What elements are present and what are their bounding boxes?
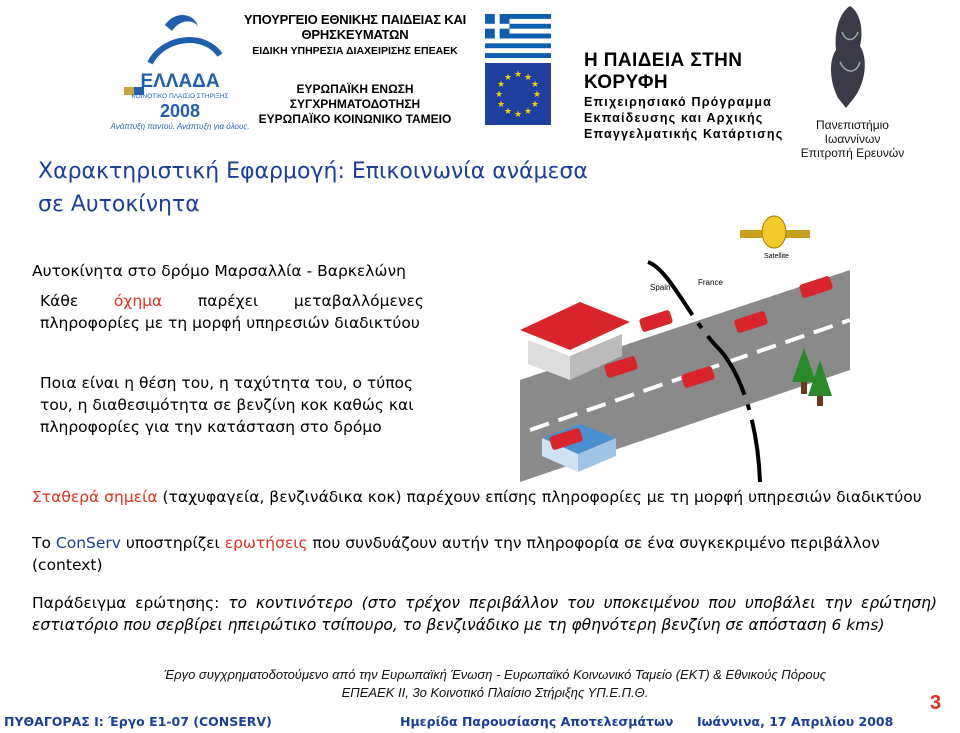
ellada-2008-logo (110, 5, 250, 130)
svg-text:★: ★ (494, 90, 504, 100)
example-paragraph (32, 592, 937, 636)
cofunding-line2: ΕΠΕΑΕΚ ΙΙ, 3ο Κοινοτικό Πλαίσιο Στήριξης ΥΠ.Ε.Π.Θ. (341, 685, 649, 700)
ellada-slogan: Ανάπτυξη παντού. Ανάπτυξη για όλους. (110, 122, 250, 130)
example-label: Παράδειγμα ερώτησης: (32, 594, 229, 612)
footer-project: ΠΥΘΑΓΟΡΑΣ Ι: Έργο Ε1-07 (CONSERV) (4, 714, 272, 729)
paideia-sub2: Εκπαίδευσης και Αρχικής (584, 111, 764, 125)
paideia-logo (584, 50, 794, 142)
university-name (790, 118, 915, 160)
svg-text:★: ★ (503, 107, 513, 117)
cofunding-note (150, 666, 840, 702)
example-text: το κοντινότερο (στο τρέχον περιβάλλον του υποκειμένου που υποβάλει την ερώτηση) εστιατόριο που σερβίρει ηπειρώτικο τσίπουρο, το βενζινάδικο με τη φθηνότερη βενζίνη σε απόσταση 6 kms) (32, 594, 937, 634)
vehicle-term: όχημα (113, 292, 163, 310)
fixed-points-paragraph (32, 486, 932, 508)
cofunding-line1: Έργο συγχρηματοδοτούμενο από την Ευρωπαϊκή Ένωση - Ευρωπαϊκό Κοινωνικό Ταμείο (ΕΚΤ) & Εθνικούς Πόρους (163, 667, 827, 682)
title-line1: Χαρακτηριστική Εφαρμογή: Επικοινωνία ανάμεσα (38, 159, 588, 184)
ministry-line2: ΕΙΔΙΚΗ ΥΠΗΡΕΣΙΑ ΔΙΑΧΕΙΡΙΣΗΣ ΕΠΕΑΕΚ (252, 45, 458, 57)
ellada-committee: ΚΟΙΝΟΤΙΚΟ ΠΛΑΙΣΙΟ ΣΤΗΡΙΞΗΣ (131, 93, 229, 100)
svg-text:★: ★ (513, 70, 523, 80)
car-icon (639, 309, 674, 332)
conserv-c: που συνδυάζουν αυτήν την πληροφορία σε ένα συγκεκριμένο περιβάλλον (context) (32, 534, 880, 574)
conserv-name: ConServ (55, 534, 121, 552)
queries-term: ερωτήσεις (224, 534, 308, 552)
road-title: Αυτοκίνητα στο δρόμο Μαρσαλλία - Βαρκελώνη (32, 262, 406, 280)
fixed-b: (ταχυφαγεία, βενζινάδικα κοκ) παρέχουν επίσης πληροφορίες με τη μορφή υπηρεσιών διαδικτύου (157, 488, 922, 506)
conserv-paragraph (32, 532, 932, 576)
eu-line1: ΕΥΡΩΠΑΪΚΗ ΕΝΩΣΗ (296, 82, 414, 96)
eu-line2: ΣΥΓΧΡΗΜΑΤΟΔΟΤΗΣΗ (289, 97, 421, 111)
paideia-sub1: Επιχειρησιακό Πρόγραμμα (584, 95, 773, 109)
svg-text:★: ★ (523, 107, 533, 117)
p1-a: Κάθε (40, 292, 114, 310)
ministry-block (240, 12, 470, 127)
paideia-sub3: Επαγγελματικής Κατάρτισης (584, 127, 784, 141)
p1-b: παρέχει μεταβαλλόμενες πληροφορίες με τη μορφή υπηρεσιών διαδικτύου (40, 292, 425, 332)
vehicle-paragraph (40, 290, 424, 334)
ellada-year: 2008 (159, 101, 201, 121)
svg-text:★: ★ (496, 100, 506, 110)
footer-date: Ιωάννινα, 17 Απριλίου 2008 (697, 714, 894, 729)
fixed-points-term: Σταθερά σημεία (32, 488, 158, 506)
vehicle-info-paragraph: Ποια είναι η θέση του, η ταχύτητα του, ο τύπος του, η διαθεσιμότητα σε βενζίνη κοκ καθώς και πληροφορίες για την κατάσταση στο δρόμο (40, 374, 414, 436)
svg-text:★: ★ (513, 110, 523, 120)
footer-bar (0, 711, 960, 733)
france-label: France (698, 278, 723, 287)
svg-text:★: ★ (496, 80, 506, 90)
svg-text:★: ★ (523, 73, 533, 83)
conserv-b: υποστηρίζει (120, 534, 225, 552)
university-seal-icon (820, 2, 878, 110)
road-diagram (520, 210, 850, 485)
eu-flag-icon (485, 63, 551, 125)
svg-text:★: ★ (530, 80, 540, 90)
title-line2: σε Αυτοκίνητα (38, 192, 200, 217)
paideia-title: Η ΠΑΙΔΕΙΑ ΣΤΗΝ ΚΟΡΥΦΗ (584, 50, 743, 93)
greek-flag-icon (485, 14, 551, 58)
eu-line3: ΕΥΡΩΠΑΪΚΟ ΚΟΙΝΩΝΙΚΟ ΤΑΜΕΙΟ (258, 112, 452, 126)
uni-line2: Ιωαννίνων (824, 132, 881, 146)
spain-label: Spain (650, 283, 671, 292)
satellite-label: Satellite (764, 253, 789, 260)
uni-line3: Επιτροπή Ερευνών (800, 146, 905, 160)
page-number: 3 (930, 692, 942, 714)
svg-text:★: ★ (503, 73, 513, 83)
svg-text:★: ★ (530, 100, 540, 110)
uni-line1: Πανεπιστήμιο (816, 118, 889, 132)
ellada-word: ΕΛΛΑΔΑ (140, 71, 220, 92)
satellite-icon (740, 216, 810, 248)
conserv-a: Το (32, 534, 56, 552)
footer-event: Ημερίδα Παρουσίασης Αποτελεσμάτων (400, 714, 674, 729)
ministry-line1: ΥΠΟΥΡΓΕΙΟ ΕΘΝΙΚΗΣ ΠΑΙΔΕΙΑΣ ΚΑΙ ΘΡΗΣΚΕΥΜΑΤΩΝ (243, 12, 467, 42)
svg-text:★: ★ (532, 90, 542, 100)
